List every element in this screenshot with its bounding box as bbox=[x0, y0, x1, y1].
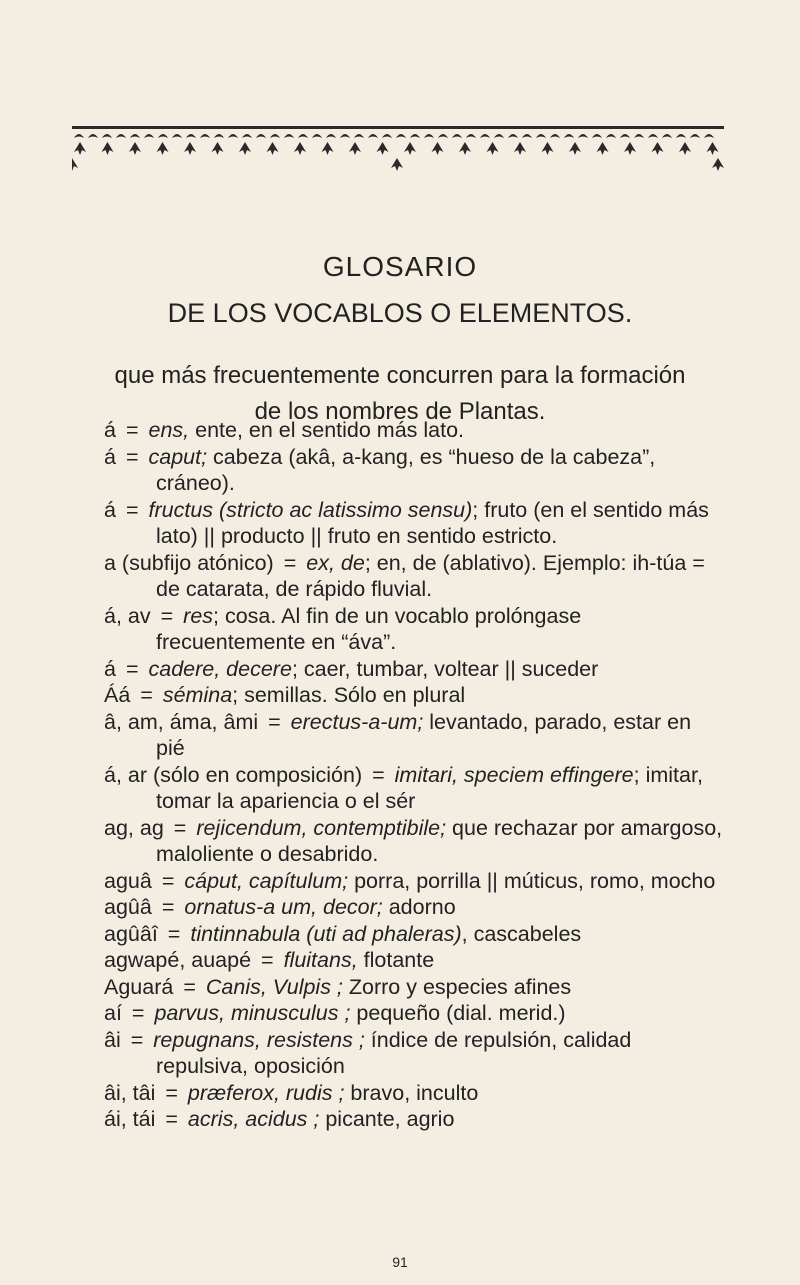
ornament-motif bbox=[102, 134, 112, 138]
entry-latin: Canis, Vulpis ; bbox=[205, 974, 343, 999]
ornament-motif bbox=[326, 134, 336, 138]
page-number: 91 bbox=[392, 1254, 408, 1270]
entry-definition: ; imitar, tomar la apariencia o el sér bbox=[156, 762, 703, 813]
ornament-motif bbox=[438, 134, 448, 138]
ornament-motif bbox=[72, 158, 78, 171]
entry-latin: parvus, minusculus ; bbox=[154, 1001, 351, 1025]
glossary-entry bbox=[104, 947, 724, 974]
ornament-motif bbox=[634, 134, 644, 138]
equals-sign: = bbox=[161, 895, 175, 919]
entry-definition: , cascabeles bbox=[461, 921, 582, 946]
entry-latin: cáput, capítulum; bbox=[184, 868, 349, 893]
entry-head: aí bbox=[104, 1001, 122, 1025]
entry-latin: fructus (stricto ac latissimo sensu) bbox=[148, 497, 473, 522]
ornament-motif bbox=[239, 142, 251, 155]
ornament-motif bbox=[186, 134, 196, 138]
ornament-motif bbox=[494, 134, 504, 138]
ornament-motif bbox=[704, 134, 714, 138]
ornament-motif bbox=[102, 142, 114, 155]
ornament-motif bbox=[569, 142, 581, 155]
glossary-entry bbox=[104, 974, 724, 1001]
glossary-entry bbox=[104, 1106, 724, 1133]
ornament-motif bbox=[294, 142, 306, 155]
glossary-entry bbox=[104, 709, 724, 762]
ornament-motif bbox=[690, 134, 700, 138]
ornament-motif bbox=[396, 134, 406, 138]
entry-definition: ; en, de (ablativo). Ejemplo: ih-túa = de catarata, de rápido fluvial. bbox=[156, 550, 705, 601]
entry-latin: cadere, decere bbox=[148, 656, 292, 681]
ornament-motif bbox=[214, 134, 224, 138]
ornament-motif bbox=[707, 142, 719, 155]
entry-definition: índice de repulsión, calidad repulsiva, oposición bbox=[156, 1027, 632, 1078]
glossary-entry bbox=[104, 921, 724, 948]
ornament-motif bbox=[459, 142, 471, 155]
equals-sign: = bbox=[140, 683, 153, 707]
entry-head: á, av bbox=[104, 603, 151, 628]
equals-sign: = bbox=[183, 974, 196, 999]
entry-definition: levantado, parado, estar en pié bbox=[156, 709, 692, 760]
entry-definition: porra, porrilla || múticus, romo, mocho bbox=[348, 868, 716, 893]
equals-sign: = bbox=[125, 497, 139, 522]
entry-latin: tintinnabula (uti ad phaleras) bbox=[190, 921, 462, 946]
ornament-motif bbox=[157, 142, 169, 155]
ornament-motif bbox=[172, 134, 182, 138]
ornament-motif bbox=[508, 134, 518, 138]
ornament-motif bbox=[662, 134, 672, 138]
subtitle-line2: de los nombres de Plantas. bbox=[254, 398, 546, 425]
ornament-motif bbox=[74, 142, 86, 155]
title-block bbox=[0, 250, 800, 428]
equals-sign: = bbox=[130, 1027, 144, 1052]
entry-latin: præferox, rudis ; bbox=[187, 1080, 345, 1105]
ornament-motif bbox=[368, 134, 378, 138]
ornament-motif bbox=[228, 134, 238, 138]
ornament-motif bbox=[432, 142, 444, 155]
glossary-entry bbox=[104, 1000, 724, 1027]
ornament-motif bbox=[620, 134, 630, 138]
subtitle-line1: que más frecuentemente concurren para la formación bbox=[114, 362, 686, 389]
ornament-motif bbox=[340, 134, 350, 138]
glossary-entry bbox=[104, 603, 724, 656]
entry-head: Aguará bbox=[104, 974, 174, 999]
entry-latin: erectus-a-um; bbox=[290, 709, 424, 734]
ornament-motif bbox=[391, 158, 403, 171]
ornament-motif bbox=[382, 134, 392, 138]
equals-sign: = bbox=[167, 921, 181, 946]
entry-definition: Zorro y especies afines bbox=[342, 974, 572, 999]
glossary-entry bbox=[104, 656, 724, 683]
ornament-motif bbox=[514, 142, 526, 155]
ornament-motif bbox=[597, 142, 609, 155]
ornament-motif bbox=[74, 134, 84, 138]
ornament-motif bbox=[312, 134, 322, 138]
ornament-motif bbox=[550, 134, 560, 138]
entry-head: á bbox=[104, 656, 116, 681]
ornament-motif bbox=[487, 142, 499, 155]
ornament-motif bbox=[564, 134, 574, 138]
equals-sign: = bbox=[261, 948, 274, 972]
equals-sign: = bbox=[160, 603, 174, 628]
ornament-motif bbox=[88, 134, 98, 138]
entry-head: agûâ bbox=[104, 895, 152, 919]
ornament-motif bbox=[129, 142, 141, 155]
entry-head: á bbox=[104, 444, 116, 469]
entry-head: á bbox=[104, 497, 116, 522]
entry-definition: ; fruto (en el sentido más lato) || producto || fruto en sentido estricto. bbox=[156, 497, 709, 548]
entry-definition: pequeño (dial. merid.) bbox=[350, 1001, 566, 1025]
ornament-motif bbox=[212, 142, 224, 155]
entry-latin: ex, de bbox=[306, 550, 365, 575]
ornament-motif bbox=[480, 134, 490, 138]
entry-latin: res bbox=[183, 603, 214, 628]
entry-head: á, ar (sólo en composición) bbox=[104, 762, 363, 787]
entry-head: âi, tâi bbox=[104, 1080, 156, 1105]
glossary-entry bbox=[104, 762, 724, 815]
glossary-entry bbox=[104, 1080, 724, 1107]
ornament-motif bbox=[424, 134, 434, 138]
equals-sign: = bbox=[131, 1001, 145, 1025]
ornament-motif bbox=[116, 134, 126, 138]
entry-definition: cabeza (akâ, a-kang, es “hueso de la cabeza”, cráneo). bbox=[156, 444, 656, 495]
ornament-motif bbox=[130, 134, 140, 138]
equals-sign: = bbox=[125, 656, 139, 681]
ornament-motif bbox=[522, 134, 532, 138]
ornament-motif bbox=[200, 134, 210, 138]
glossary-entry bbox=[104, 444, 724, 497]
ornament-motif bbox=[354, 134, 364, 138]
ornament-motif bbox=[466, 134, 476, 138]
ornament-motif bbox=[267, 142, 279, 155]
glossary-entry bbox=[104, 550, 724, 603]
glossary-entry bbox=[104, 497, 724, 550]
entry-latin: repugnans, resistens ; bbox=[153, 1027, 365, 1052]
entry-latin: rejicendum, contemptibile; bbox=[196, 815, 447, 840]
ornament-motif bbox=[712, 158, 724, 171]
entry-head: âi bbox=[104, 1027, 121, 1052]
ornament-motif bbox=[542, 142, 554, 155]
equals-sign: = bbox=[161, 868, 175, 893]
entry-head: agûâî bbox=[104, 921, 158, 946]
glossary-entry bbox=[104, 1027, 724, 1080]
ornament-motif bbox=[410, 134, 420, 138]
page-title: GLOSARIO bbox=[322, 251, 478, 282]
ornament-motif bbox=[349, 142, 361, 155]
entry-head: á bbox=[104, 418, 116, 442]
entry-definition: que rechazar por amargoso, maloliente o desabrido. bbox=[156, 815, 723, 866]
ornament-motif bbox=[592, 134, 602, 138]
ornament-motif bbox=[298, 134, 308, 138]
entry-latin: fluitans, bbox=[283, 948, 358, 972]
equals-sign: = bbox=[125, 444, 139, 469]
glossary-entries bbox=[104, 417, 724, 1133]
entry-latin: imitari, speciem effingere bbox=[394, 762, 634, 787]
entry-definition: ; cosa. Al fin de un vocablo prolóngase frecuentemente en “áva”. bbox=[156, 603, 582, 654]
entry-latin: sémina bbox=[162, 683, 233, 707]
entry-definition: ; caer, tumbar, voltear || suceder bbox=[291, 656, 599, 681]
ornament-motif bbox=[648, 134, 658, 138]
glossary-entry bbox=[104, 868, 724, 895]
equals-sign: = bbox=[283, 550, 297, 575]
ornament-motif bbox=[377, 142, 389, 155]
equals-sign: = bbox=[125, 418, 139, 442]
ornament-motif bbox=[242, 134, 252, 138]
entry-head: â, am, áma, âmi bbox=[104, 709, 259, 734]
entry-head: agwapé, auapé bbox=[104, 948, 252, 972]
ornament-motif bbox=[536, 134, 546, 138]
ornament-motif bbox=[679, 142, 691, 155]
ornament-motif bbox=[322, 142, 334, 155]
entry-latin: acris, acidus ; bbox=[187, 1107, 320, 1131]
entry-latin: caput; bbox=[148, 444, 208, 469]
ornament-motif bbox=[652, 142, 664, 155]
ornament-motif bbox=[256, 134, 266, 138]
glossary-entry bbox=[104, 815, 724, 868]
entry-head: ái, tái bbox=[104, 1107, 156, 1131]
glossary-entry bbox=[104, 894, 724, 921]
equals-sign: = bbox=[165, 1107, 178, 1131]
ornament-motif bbox=[144, 134, 154, 138]
ornament-motif bbox=[676, 134, 686, 138]
entry-definition: picante, agrio bbox=[319, 1107, 455, 1131]
decorative-ornament-band bbox=[72, 126, 724, 171]
equals-sign: = bbox=[173, 815, 187, 840]
ornament-motif bbox=[158, 134, 168, 138]
page-title-line2: DE LOS VOCABLOS O ELEMENTOS. bbox=[167, 298, 633, 328]
equals-sign: = bbox=[268, 709, 281, 734]
entry-latin: ornatus-a um, decor; bbox=[184, 895, 383, 919]
entry-definition: adorno bbox=[382, 895, 456, 919]
entry-head: a (subfijo atónico) bbox=[104, 550, 274, 575]
equals-sign: = bbox=[372, 762, 385, 787]
ornament-motif bbox=[578, 134, 588, 138]
entry-head: Áá bbox=[104, 683, 131, 707]
ornament-motif bbox=[284, 134, 294, 138]
ornament-motif bbox=[606, 134, 616, 138]
ornament-motif bbox=[624, 142, 636, 155]
entry-definition: flotante bbox=[357, 948, 435, 972]
glossary-entry bbox=[104, 682, 724, 709]
entry-definition: ; semillas. Sólo en plural bbox=[232, 683, 466, 707]
entry-definition: ente, en el sentido más lato. bbox=[189, 418, 465, 442]
entry-head: aguâ bbox=[104, 868, 152, 893]
equals-sign: = bbox=[165, 1080, 178, 1105]
ornament-motif bbox=[184, 142, 196, 155]
entry-latin: ens, bbox=[148, 418, 190, 442]
glossary-entry bbox=[104, 417, 724, 444]
ornament-motif bbox=[270, 134, 280, 138]
ornament-motif bbox=[452, 134, 462, 138]
entry-head: ag, ag bbox=[104, 815, 164, 840]
entry-definition: bravo, inculto bbox=[344, 1080, 479, 1105]
ornament-motif bbox=[404, 142, 416, 155]
